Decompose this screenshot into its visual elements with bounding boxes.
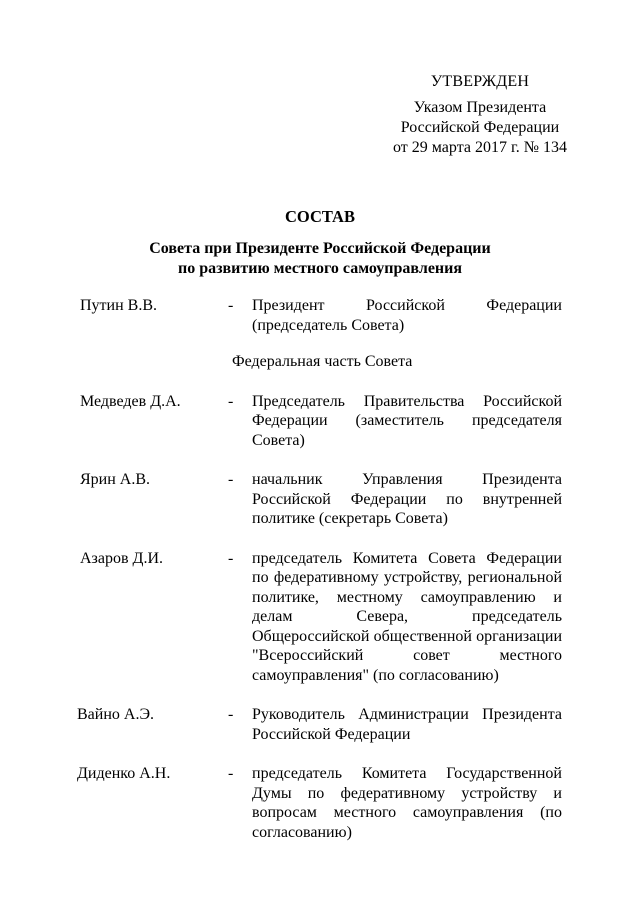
members-list: [0, 296, 640, 842]
member-row: [0, 705, 640, 744]
member-dash: -: [228, 471, 234, 488]
member-dash: -: [228, 297, 234, 314]
member-name: Путин В.В.: [80, 297, 158, 314]
title-line-2: по развитию местного самоуправления: [177, 260, 463, 277]
member-dash: -: [228, 765, 234, 782]
member-row: [0, 470, 640, 529]
title-line-1: Совета при Президенте Российской Федерации: [149, 240, 491, 257]
member-dash: -: [228, 392, 234, 410]
member-role: председатель Комитета Государственной Думы по федеративному устройству и вопросам местного самоуправления (по согласованию): [252, 765, 562, 841]
member-row: [0, 764, 640, 842]
member-dash: -: [228, 706, 234, 723]
member-name: Вайно А.Э.: [77, 706, 155, 723]
member-role: Президент Российской Федерации (председатель Совета): [252, 297, 562, 334]
document-title: [0, 207, 640, 279]
member-name: Диденко А.Н.: [77, 765, 171, 782]
member-row: [0, 392, 640, 451]
member-role: председатель Комитета Совета Федерации по федеративному устройству, региональной политике, местному самоуправлению и делам Севера, председатель Общероссийской общественной организации "Всероссийский совет местного самоуправления" (по согласованию): [252, 549, 562, 684]
section-heading: Федеральная часть Совета: [232, 353, 413, 370]
approval-heading: УТВЕРЖДЕН: [430, 73, 530, 90]
member-role: начальник Управления Президента Российской Федерации по внутренней политике (секретарь Совета): [252, 471, 562, 527]
member-name: Медведев Д.А.: [80, 392, 181, 410]
title-main: СОСТАВ: [285, 207, 355, 226]
member-name: Ярин А.В.: [80, 471, 151, 488]
member-role: Руководитель Администрации Президента Российской Федерации: [252, 706, 562, 743]
member-role: Председатель Правительства Российской Федерации (заместитель председателя Совета): [252, 392, 562, 449]
approval-line-2: Российской Федерации: [400, 119, 560, 136]
member-name: Азаров Д.И.: [80, 549, 163, 567]
approval-line-3: от 29 марта 2017 г. № 134: [393, 139, 567, 156]
approval-line-1: Указом Президента: [413, 99, 547, 116]
approval-stamp: [350, 72, 610, 158]
member-row: [0, 549, 640, 686]
member-row: [0, 296, 640, 335]
member-dash: -: [228, 549, 234, 567]
